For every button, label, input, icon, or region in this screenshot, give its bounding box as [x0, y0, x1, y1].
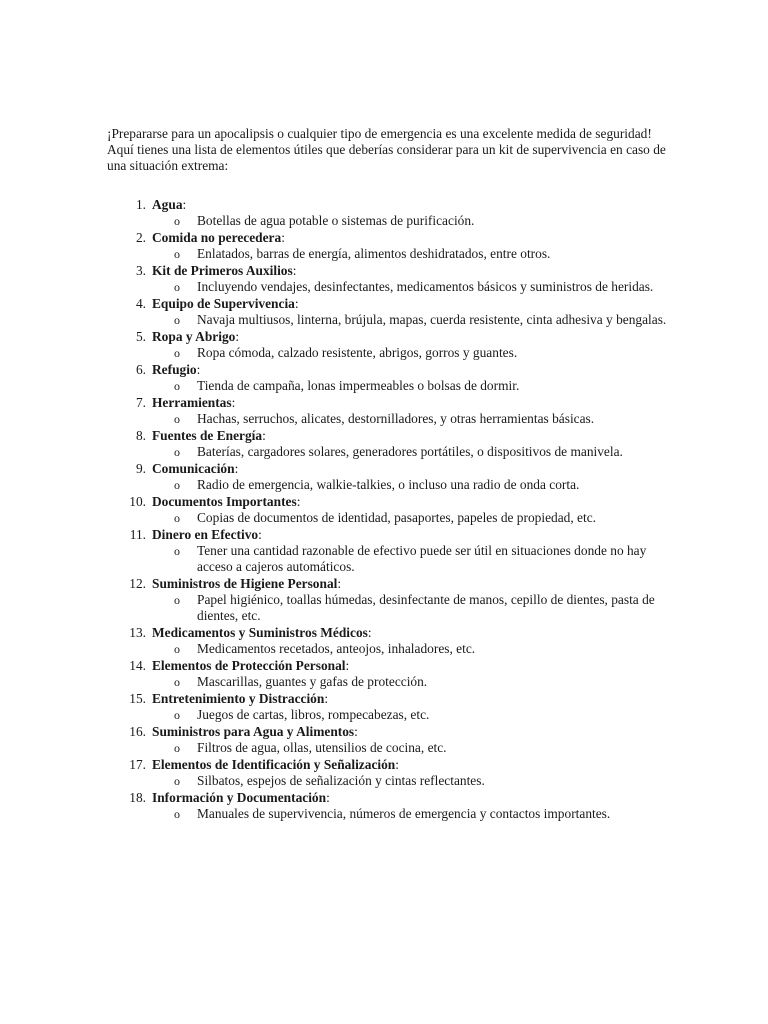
- list-item: [107, 494, 667, 526]
- list-item-detail: [152, 592, 667, 624]
- bullet-icon: o: [174, 544, 180, 558]
- list-item-detail-text: Ropa cómoda, calzado resistente, abrigos, gorros y guantes.: [197, 345, 518, 360]
- list-item-detail: [152, 740, 667, 756]
- bullet-icon: o: [174, 313, 180, 327]
- list-item-number: 12.: [129, 576, 146, 591]
- list-item-number: 10.: [129, 494, 146, 509]
- list-item-colon: :: [262, 428, 266, 443]
- list-item: [107, 263, 667, 295]
- list-item: [107, 724, 667, 756]
- list-item-detail-text: Hachas, serruchos, alicates, destornilladores, y otras herramientas básicas.: [197, 411, 595, 426]
- list-item-detail-text: Tienda de campaña, lonas impermeables o bolsas de dormir.: [197, 378, 520, 393]
- list-item-number: 2.: [135, 230, 146, 245]
- list-item-detail-text: Juegos de cartas, libros, rompecabezas, etc.: [197, 707, 430, 722]
- supply-list: [107, 197, 667, 822]
- list-item-detail-text: Silbatos, espejos de señalización y cintas reflectantes.: [197, 773, 485, 788]
- list-item-title: Fuentes de Energía: [152, 428, 263, 443]
- list-item-heading: [152, 263, 667, 279]
- list-item-colon: :: [231, 395, 236, 410]
- list-item: [107, 362, 667, 394]
- list-item-title: Kit de Primeros Auxilios: [152, 263, 293, 278]
- list-item-number: 13.: [129, 625, 146, 640]
- list-item: [107, 428, 667, 460]
- list-item: [107, 527, 667, 575]
- list-item: [107, 230, 667, 262]
- list-item-heading: [152, 625, 667, 641]
- list-item-title: Dinero en Efectivo: [152, 527, 259, 542]
- list-item-heading: [152, 230, 667, 246]
- list-item-number: 14.: [129, 658, 146, 673]
- list-item-colon: :: [182, 197, 187, 212]
- list-item: [107, 625, 667, 657]
- list-item-detail-text: Filtros de agua, ollas, utensilios de cocina, etc.: [197, 740, 447, 755]
- list-item-detail-text: Botellas de agua potable o sistemas de purificación.: [197, 213, 475, 228]
- list-item-colon: :: [196, 362, 201, 377]
- list-item-title: Elementos de Protección Personal: [152, 658, 346, 673]
- list-item-colon: :: [292, 263, 297, 278]
- list-item-colon: :: [345, 658, 350, 673]
- list-item-colon: :: [258, 527, 262, 542]
- list-item-number: 1.: [135, 197, 146, 212]
- list-item-number: 9.: [135, 461, 146, 476]
- list-item-title: Ropa y Abrigo: [152, 329, 236, 344]
- list-item: [107, 461, 667, 493]
- list-item-title: Herramientas: [152, 395, 232, 410]
- list-item-title: Entretenimiento y Distracción: [152, 691, 325, 706]
- list-item-detail: [152, 806, 667, 822]
- bullet-icon: o: [174, 346, 180, 360]
- list-item-title: Suministros para Agua y Alimentos: [152, 724, 355, 739]
- list-item-detail-text: Baterías, cargadores solares, generadores portátiles, o dispositivos de manivela.: [197, 444, 623, 459]
- list-item-detail-text: Tener una cantidad razonable de efectivo puede ser útil en situaciones donde no hay acceso a cajeros automáticos.: [197, 543, 647, 574]
- list-item-title: Medicamentos y Suministros Médicos: [152, 625, 368, 640]
- bullet-icon: o: [174, 593, 180, 607]
- bullet-icon: o: [174, 379, 180, 393]
- list-item-detail-text: Enlatados, barras de energía, alimentos deshidratados, entre otros.: [197, 246, 551, 261]
- list-item-detail: [152, 707, 667, 723]
- list-item-heading: [152, 329, 667, 345]
- bullet-icon: o: [174, 445, 180, 459]
- list-item-number: 3.: [135, 263, 146, 278]
- list-item: [107, 395, 667, 427]
- list-item-detail-text: Manuales de supervivencia, números de emergencia y contactos importantes.: [197, 806, 611, 821]
- list-item-detail-text: Navaja multiusos, linterna, brújula, mapas, cuerda resistente, cinta adhesiva y bengalas.: [197, 312, 667, 327]
- list-item-detail: [152, 510, 667, 526]
- list-item-title: Elementos de Identificación y Señalización: [152, 757, 396, 772]
- list-item-colon: :: [235, 329, 240, 344]
- list-item-detail: [152, 641, 667, 657]
- list-item-detail: [152, 246, 667, 262]
- list-item-colon: :: [367, 625, 372, 640]
- list-item-number: 7.: [135, 395, 146, 410]
- list-item-detail: [152, 674, 667, 690]
- list-item: [107, 658, 667, 690]
- list-item-colon: :: [395, 757, 399, 772]
- list-item-heading: [152, 296, 667, 312]
- list-item-heading: [152, 428, 667, 444]
- list-item-detail-text: Radio de emergencia, walkie-talkies, o incluso una radio de onda corta.: [197, 477, 580, 492]
- list-item-title: Refugio: [152, 362, 197, 377]
- bullet-icon: o: [174, 708, 180, 722]
- list-item: [107, 576, 667, 624]
- list-item-colon: :: [296, 494, 301, 509]
- list-item-title: Documentos Importantes: [152, 494, 297, 509]
- list-item-title: Comida no perecedera: [152, 230, 282, 245]
- list-item-colon: :: [234, 461, 239, 476]
- list-item-number: 4.: [135, 296, 146, 311]
- bullet-icon: o: [174, 807, 180, 821]
- list-item-heading: [152, 691, 667, 707]
- list-item-detail-text: Copias de documentos de identidad, pasaportes, papeles de propiedad, etc.: [197, 510, 596, 525]
- list-item-number: 17.: [129, 757, 146, 772]
- list-item-detail: [152, 773, 667, 789]
- list-item-detail: [152, 312, 667, 328]
- intro-paragraph: ¡Prepararse para un apocalipsis o cualquier tipo de emergencia es una excelente medida de seguridad! Aquí tienes una lista de elementos útiles que deberías considerar para un kit de supervivencia en caso de una situación extrema:: [107, 126, 666, 173]
- list-item-detail: [152, 213, 667, 229]
- bullet-icon: o: [174, 642, 180, 656]
- list-item-number: 5.: [135, 329, 146, 344]
- list-item-heading: [152, 395, 667, 411]
- list-item-detail: [152, 411, 667, 427]
- list-item-number: 6.: [135, 362, 146, 377]
- list-item-heading: [152, 790, 667, 806]
- list-item: [107, 790, 667, 822]
- list-item: [107, 296, 667, 328]
- list-item-detail-text: Medicamentos recetados, anteojos, inhaladores, etc.: [197, 641, 476, 656]
- list-item: [107, 197, 667, 229]
- list-item-title: Equipo de Supervivencia: [152, 296, 295, 311]
- list-item-colon: :: [354, 724, 358, 739]
- list-item-detail-text: Mascarillas, guantes y gafas de protección.: [197, 674, 428, 689]
- list-item-number: 11.: [129, 527, 146, 542]
- list-item-heading: [152, 576, 667, 592]
- list-item-number: 18.: [129, 790, 146, 805]
- list-item-detail: [152, 543, 667, 575]
- list-item-detail: [152, 345, 667, 361]
- list-item-heading: [152, 527, 667, 543]
- list-item-heading: [152, 494, 667, 510]
- bullet-icon: o: [174, 675, 180, 689]
- list-item: [107, 757, 667, 789]
- list-item-title: Agua: [152, 197, 183, 212]
- list-item-number: 16.: [129, 724, 146, 739]
- bullet-icon: o: [174, 412, 180, 426]
- list-item-colon: :: [281, 230, 285, 245]
- list-item-detail: [152, 477, 667, 493]
- list-item-detail: [152, 378, 667, 394]
- bullet-icon: o: [174, 247, 180, 261]
- list-item-number: 15.: [129, 691, 146, 706]
- list-item-heading: [152, 197, 667, 213]
- document-body: [107, 126, 667, 823]
- list-item-heading: [152, 724, 667, 740]
- list-item-colon: :: [294, 296, 299, 311]
- bullet-icon: o: [174, 774, 180, 788]
- list-item-detail: [152, 444, 667, 460]
- list-item-detail-text: Incluyendo vendajes, desinfectantes, medicamentos básicos y suministros de heridas.: [197, 279, 654, 294]
- bullet-icon: o: [174, 280, 180, 294]
- list-item-heading: [152, 757, 667, 773]
- list-item-colon: :: [337, 576, 342, 591]
- list-item-title: Información y Documentación: [152, 790, 327, 805]
- list-item-heading: [152, 362, 667, 378]
- bullet-icon: o: [174, 741, 180, 755]
- bullet-icon: o: [174, 511, 180, 525]
- list-item-heading: [152, 461, 667, 477]
- list-item-heading: [152, 658, 667, 674]
- bullet-icon: o: [174, 478, 180, 492]
- list-item-detail: [152, 279, 667, 295]
- list-item-title: Suministros de Higiene Personal: [152, 576, 338, 591]
- list-item: [107, 329, 667, 361]
- list-item-colon: :: [326, 790, 330, 805]
- list-item: [107, 691, 667, 723]
- list-item-detail-text: Papel higiénico, toallas húmedas, desinfectante de manos, cepillo de dientes, pasta de dientes, etc.: [197, 592, 655, 623]
- list-item-title: Comunicación: [152, 461, 235, 476]
- list-item-number: 8.: [135, 428, 146, 443]
- list-item-colon: :: [324, 691, 329, 706]
- bullet-icon: o: [174, 214, 180, 228]
